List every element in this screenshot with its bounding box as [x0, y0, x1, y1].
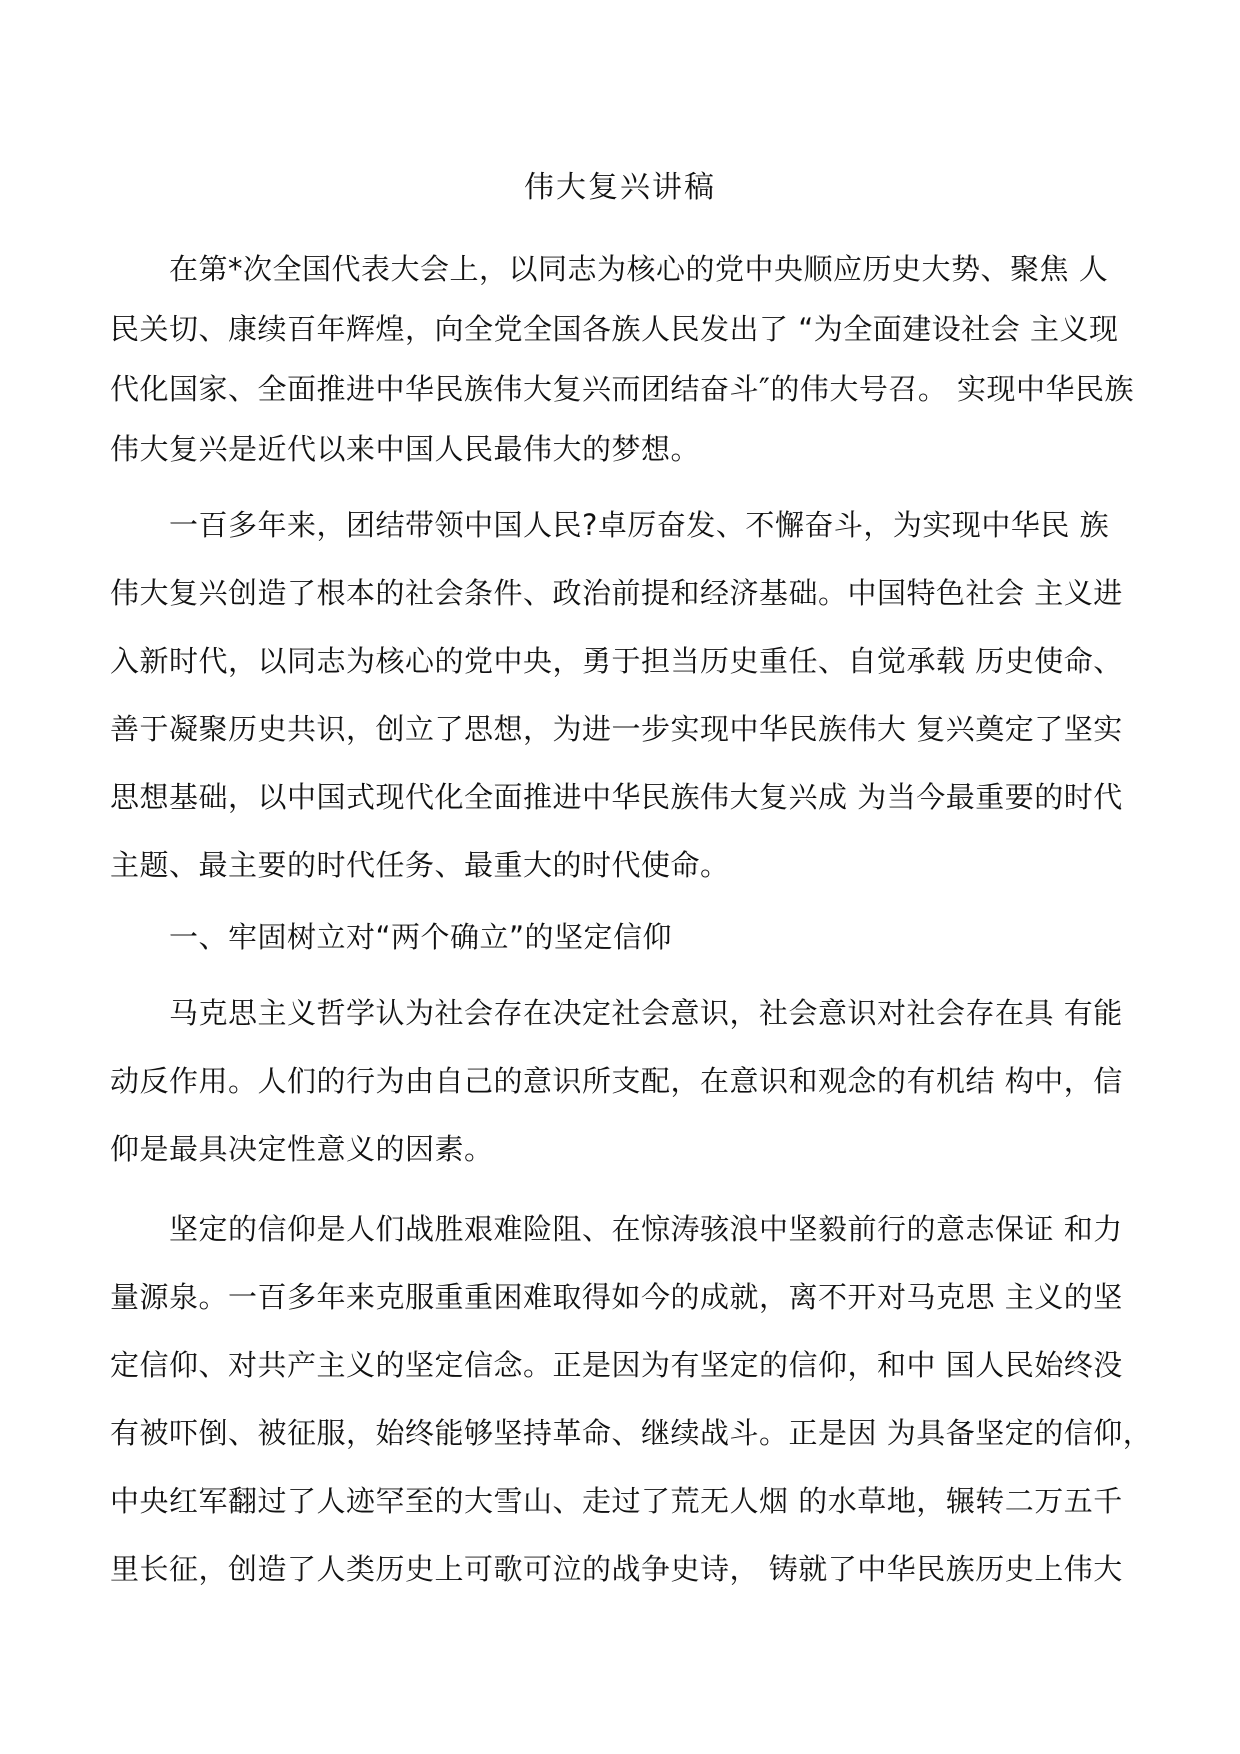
paragraph-line: 伟大复兴创造了根本的社会条件、政治前提和经济基础。中国特色社会 主义进 — [110, 576, 1123, 610]
paragraph-line: 量源泉。一百多年来克服重重困难取得如今的成就，离不开对马克思 主义的坚 — [110, 1280, 1123, 1314]
paragraph-line: 入新时代，以同志为核心的党中央，勇于担当历史重任、自觉承载 历史使命、 — [110, 644, 1123, 678]
paragraph-line: 动反作用。人们的行为由自己的意识所支配，在意识和观念的有机结 构中，信 — [110, 1064, 1123, 1098]
paragraph-line: 仰是最具决定性意义的因素。 — [110, 1132, 494, 1166]
document-title: 伟大复兴讲稿 — [524, 170, 716, 205]
paragraph-line: 在第*次全国代表大会上，以同志为核心的党中央顺应历史大势、聚焦 人 — [169, 252, 1109, 286]
paragraph-line: 里长征，创造了人类历史上可歌可泣的战争史诗， 铸就了中华民族历史上伟大 — [110, 1552, 1123, 1586]
paragraph-line: 代化国家、全面推进中华民族伟大复兴而团结奋斗″的伟大号召。 实现中华民族 — [110, 372, 1135, 406]
paragraph-line: 伟大复兴是近代以来中国人民最伟大的梦想。 — [110, 432, 701, 466]
paragraph-line: 民关切、康续百年辉煌，向全党全国各族人民发出了 “为全面建设社会 主义现 — [110, 312, 1119, 346]
section-heading: 一、牢固树立对“两个确立”的坚定信仰 — [169, 920, 673, 954]
paragraph-line: 思想基础，以中国式现代化全面推进中华民族伟大复兴成 为当今最重要的时代 — [110, 780, 1123, 814]
paragraph-line: 主题、最主要的时代任务、最重大的时代使命。 — [110, 848, 730, 882]
paragraph-line: 坚定的信仰是人们战胜艰难险阻、在惊涛骇浪中坚毅前行的意志保证 和力 — [169, 1212, 1123, 1246]
paragraph-line: 中央红军翻过了人迹罕至的大雪山、走过了荒无人烟 的水草地，辗转二万五千 — [110, 1484, 1123, 1518]
paragraph-line: 定信仰、对共产主义的坚定信念。正是因为有坚定的信仰，和中 国人民始终没 — [110, 1348, 1123, 1382]
paragraph-line: 有被吓倒、被征服，始终能够坚持革命、继续战斗。正是因 为具备坚定的信仰， — [110, 1416, 1153, 1450]
paragraph-line: 一百多年来，团结带领中国人民?卓厉奋发、不懈奋斗，为实现中华民 族 — [169, 508, 1110, 542]
paragraph-line: 善于凝聚历史共识，创立了思想，为进一步实现中华民族伟大 复兴奠定了坚实 — [110, 712, 1123, 746]
paragraph-line: 马克思主义哲学认为社会存在决定社会意识，社会意识对社会存在具 有能 — [169, 996, 1123, 1030]
